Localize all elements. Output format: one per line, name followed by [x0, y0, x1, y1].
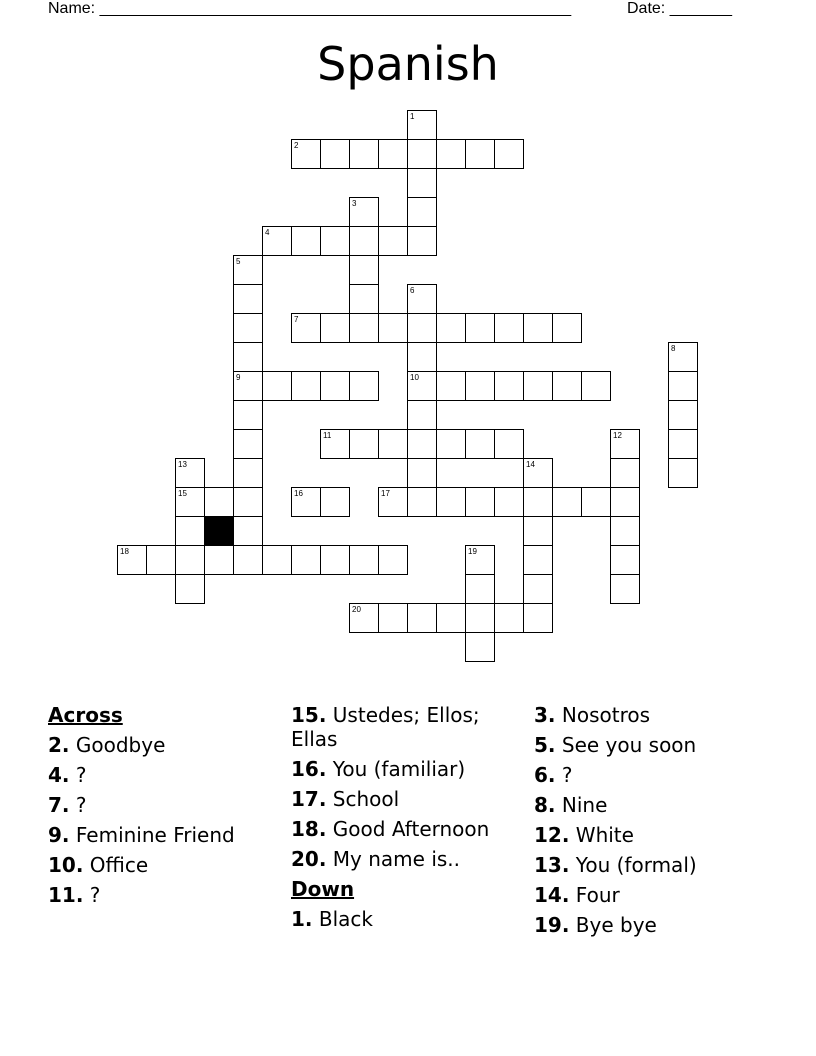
grid-cell[interactable] [523, 487, 553, 517]
clue-item-number: 13. [534, 853, 570, 877]
clue-item [48, 823, 273, 847]
grid-cell[interactable] [407, 603, 437, 633]
clue-item-number: 4. [48, 763, 70, 787]
clue-item-number: 5. [534, 733, 556, 757]
clue-number: 12 [613, 431, 622, 440]
clue-item-text: Nine [561, 793, 608, 817]
grid-cell[interactable] [465, 545, 495, 575]
grid-cell[interactable] [349, 371, 379, 401]
clue-item-text: Ustedes; Ellos; Ellas [291, 703, 480, 751]
clue-item [534, 703, 759, 727]
grid-cell[interactable] [291, 371, 321, 401]
clue-item-text: ? [89, 883, 101, 907]
grid-cell[interactable] [262, 545, 292, 575]
grid-cell[interactable] [378, 429, 408, 459]
clue-item [534, 793, 759, 817]
grid-cell[interactable] [175, 516, 205, 546]
grid-cell[interactable] [494, 487, 524, 517]
grid-cell[interactable] [610, 545, 640, 575]
grid-cell[interactable] [407, 313, 437, 343]
clue-item-text: ? [75, 763, 87, 787]
grid-cell[interactable] [175, 487, 205, 517]
clue-item [534, 733, 759, 757]
grid-cell[interactable] [465, 632, 495, 662]
grid-cell[interactable] [233, 371, 263, 401]
grid-cell[interactable] [233, 313, 263, 343]
grid-cell[interactable] [610, 458, 640, 488]
grid-cell[interactable] [262, 371, 292, 401]
grid-cell[interactable] [320, 545, 350, 575]
clue-number: 16 [294, 489, 303, 498]
clue-item [291, 847, 516, 871]
clue-number: 17 [381, 489, 390, 498]
clue-item-number: 1. [291, 907, 313, 931]
grid-cell[interactable] [175, 574, 205, 604]
grid-cell[interactable] [233, 487, 263, 517]
grid-cell[interactable] [610, 516, 640, 546]
clue-item-number: 16. [291, 757, 327, 781]
grid-cell[interactable] [523, 313, 553, 343]
clue-item-text: Bye bye [575, 913, 657, 937]
grid-cell[interactable] [523, 371, 553, 401]
grid-cell[interactable] [668, 429, 698, 459]
clue-item-text: Feminine Friend [75, 823, 235, 847]
grid-cell[interactable] [465, 574, 495, 604]
clue-item [534, 823, 759, 847]
grid-cell[interactable] [291, 139, 321, 169]
name-line: Name: _____________________________________________________ [48, 0, 572, 17]
grid-cell[interactable] [320, 429, 350, 459]
grid-cell[interactable] [349, 197, 379, 227]
clue-item-text: Four [575, 883, 620, 907]
clue-item-text: See you soon [561, 733, 697, 757]
grid-cell[interactable] [349, 284, 379, 314]
grid-cell[interactable] [494, 603, 524, 633]
grid-cell[interactable] [465, 429, 495, 459]
clue-number: 1 [410, 112, 415, 121]
grid-cell[interactable] [436, 429, 466, 459]
grid-cell[interactable] [668, 342, 698, 372]
grid-cell[interactable] [610, 487, 640, 517]
clue-item [291, 787, 516, 811]
clue-item-number: 19. [534, 913, 570, 937]
grid-cell[interactable] [407, 197, 437, 227]
clue-number: 9 [236, 373, 241, 382]
grid-cell[interactable] [349, 603, 379, 633]
clue-item-number: 18. [291, 817, 327, 841]
grid-cell[interactable] [552, 487, 582, 517]
grid-cell[interactable] [523, 574, 553, 604]
grid-cell[interactable] [233, 255, 263, 285]
black-square [204, 516, 234, 546]
clue-item [48, 763, 273, 787]
clue-item-number: 20. [291, 847, 327, 871]
grid-cell[interactable] [320, 487, 350, 517]
clue-number: 19 [468, 547, 477, 556]
clue-item [291, 907, 516, 931]
grid-cell[interactable] [465, 371, 495, 401]
grid-cell[interactable] [465, 139, 495, 169]
clue-item-text: You (formal) [575, 853, 697, 877]
grid-cell[interactable] [436, 371, 466, 401]
grid-cell[interactable] [407, 487, 437, 517]
clue-item [48, 883, 273, 907]
grid-cell[interactable] [436, 603, 466, 633]
grid-cell[interactable] [494, 371, 524, 401]
grid-cell[interactable] [668, 371, 698, 401]
clue-number: 4 [265, 228, 270, 237]
clue-item [291, 757, 516, 781]
clue-number: 11 [323, 431, 332, 440]
clue-item-number: 14. [534, 883, 570, 907]
clue-number: 3 [352, 199, 357, 208]
clue-item [48, 733, 273, 757]
clue-item-text: White [575, 823, 634, 847]
grid-cell[interactable] [349, 313, 379, 343]
clue-item-number: 12. [534, 823, 570, 847]
grid-cell[interactable] [233, 342, 263, 372]
grid-cell[interactable] [291, 226, 321, 256]
grid-cell[interactable] [494, 429, 524, 459]
grid-cell[interactable] [204, 545, 234, 575]
grid-cell[interactable] [233, 545, 263, 575]
clue-number: 2 [294, 141, 299, 150]
clue-item-text: ? [75, 793, 87, 817]
clue-item-text: ? [561, 763, 573, 787]
grid-cell[interactable] [349, 429, 379, 459]
grid-cell[interactable] [204, 487, 234, 517]
grid-cell[interactable] [436, 487, 466, 517]
grid-cell[interactable] [494, 139, 524, 169]
grid-cell[interactable] [233, 516, 263, 546]
clue-item-number: 2. [48, 733, 70, 757]
clue-item [291, 817, 516, 841]
grid-cell[interactable] [407, 429, 437, 459]
clue-item [48, 793, 273, 817]
grid-cell[interactable] [668, 458, 698, 488]
grid-cell[interactable] [494, 313, 524, 343]
page-title: Spanish [317, 37, 499, 91]
clue-section-heading: Down [291, 877, 355, 901]
clue-item-text: Black [318, 907, 373, 931]
grid-cell[interactable] [349, 255, 379, 285]
clue-item [534, 883, 759, 907]
clue-item [534, 763, 759, 787]
grid-cell[interactable] [407, 400, 437, 430]
grid-cell[interactable] [436, 313, 466, 343]
grid-cell[interactable] [320, 313, 350, 343]
grid-cell[interactable] [233, 284, 263, 314]
clue-item-text: My name is.. [332, 847, 461, 871]
grid-cell[interactable] [610, 574, 640, 604]
grid-cell[interactable] [378, 226, 408, 256]
clue-section-heading: Across [48, 703, 123, 727]
grid-cell[interactable] [407, 139, 437, 169]
clue-item-text: Goodbye [75, 733, 166, 757]
grid-cell[interactable] [465, 313, 495, 343]
grid-cell[interactable] [233, 400, 263, 430]
grid-cell[interactable] [291, 487, 321, 517]
clue-number: 6 [410, 286, 415, 295]
clue-item-number: 17. [291, 787, 327, 811]
clue-item [534, 913, 759, 937]
clue-item-number: 10. [48, 853, 84, 877]
grid-cell[interactable] [349, 545, 379, 575]
grid-cell[interactable] [378, 545, 408, 575]
grid-cell[interactable] [320, 139, 350, 169]
grid-cell[interactable] [436, 139, 466, 169]
date-line: Date: _______ [627, 0, 732, 17]
grid-cell[interactable] [378, 603, 408, 633]
clue-number: 8 [671, 344, 676, 353]
clues-column-3 [534, 703, 759, 943]
grid-cell[interactable] [523, 545, 553, 575]
grid-cell[interactable] [349, 226, 379, 256]
clue-item-number: 6. [534, 763, 556, 787]
grid-cell[interactable] [407, 284, 437, 314]
clue-number: 10 [410, 373, 419, 382]
grid-cell[interactable] [407, 371, 437, 401]
grid-cell[interactable] [233, 458, 263, 488]
grid-cell[interactable] [407, 458, 437, 488]
clue-item-number: 9. [48, 823, 70, 847]
clue-item-text: Office [89, 853, 149, 877]
grid-cell[interactable] [320, 371, 350, 401]
grid-cell[interactable] [233, 429, 263, 459]
clue-number: 15 [178, 489, 187, 498]
clue-number: 7 [294, 315, 299, 324]
grid-cell[interactable] [668, 400, 698, 430]
grid-cell[interactable] [581, 371, 611, 401]
clue-item [534, 853, 759, 877]
grid-cell[interactable] [378, 313, 408, 343]
grid-cell[interactable] [291, 313, 321, 343]
grid-cell[interactable] [523, 603, 553, 633]
clue-item-text: Good Afternoon [332, 817, 490, 841]
clue-item-text: School [332, 787, 400, 811]
clue-item-number: 8. [534, 793, 556, 817]
grid-cell[interactable] [175, 545, 205, 575]
grid-cell[interactable] [407, 226, 437, 256]
grid-cell[interactable] [175, 458, 205, 488]
grid-cell[interactable] [349, 139, 379, 169]
grid-cell[interactable] [262, 226, 292, 256]
grid-cell[interactable] [465, 487, 495, 517]
clue-item-text: You (familiar) [332, 757, 466, 781]
clue-item-text: Nosotros [561, 703, 651, 727]
grid-cell[interactable] [581, 487, 611, 517]
clue-number: 14 [526, 460, 535, 469]
clue-number: 18 [120, 547, 129, 556]
grid-cell[interactable] [407, 168, 437, 198]
grid-cell[interactable] [523, 516, 553, 546]
grid-cell[interactable] [610, 429, 640, 459]
grid-cell[interactable] [146, 545, 176, 575]
clues-column-1 [48, 703, 273, 913]
grid-cell[interactable] [552, 371, 582, 401]
grid-cell[interactable] [291, 545, 321, 575]
clue-item-number: 3. [534, 703, 556, 727]
clue-item-number: 7. [48, 793, 70, 817]
clue-number: 20 [352, 605, 361, 614]
grid-cell[interactable] [523, 458, 553, 488]
grid-cell[interactable] [465, 603, 495, 633]
grid-cell[interactable] [378, 139, 408, 169]
clue-item [48, 853, 273, 877]
grid-cell[interactable] [407, 342, 437, 372]
grid-cell[interactable] [320, 226, 350, 256]
grid-cell[interactable] [117, 545, 147, 575]
clue-item [291, 703, 516, 751]
clue-number: 5 [236, 257, 241, 266]
clues-column-2 [291, 703, 516, 937]
clue-number: 13 [178, 460, 187, 469]
grid-cell[interactable] [552, 313, 582, 343]
grid-cell[interactable] [378, 487, 408, 517]
clue-item-number: 11. [48, 883, 84, 907]
grid-cell[interactable] [407, 110, 437, 140]
clue-item-number: 15. [291, 703, 327, 727]
